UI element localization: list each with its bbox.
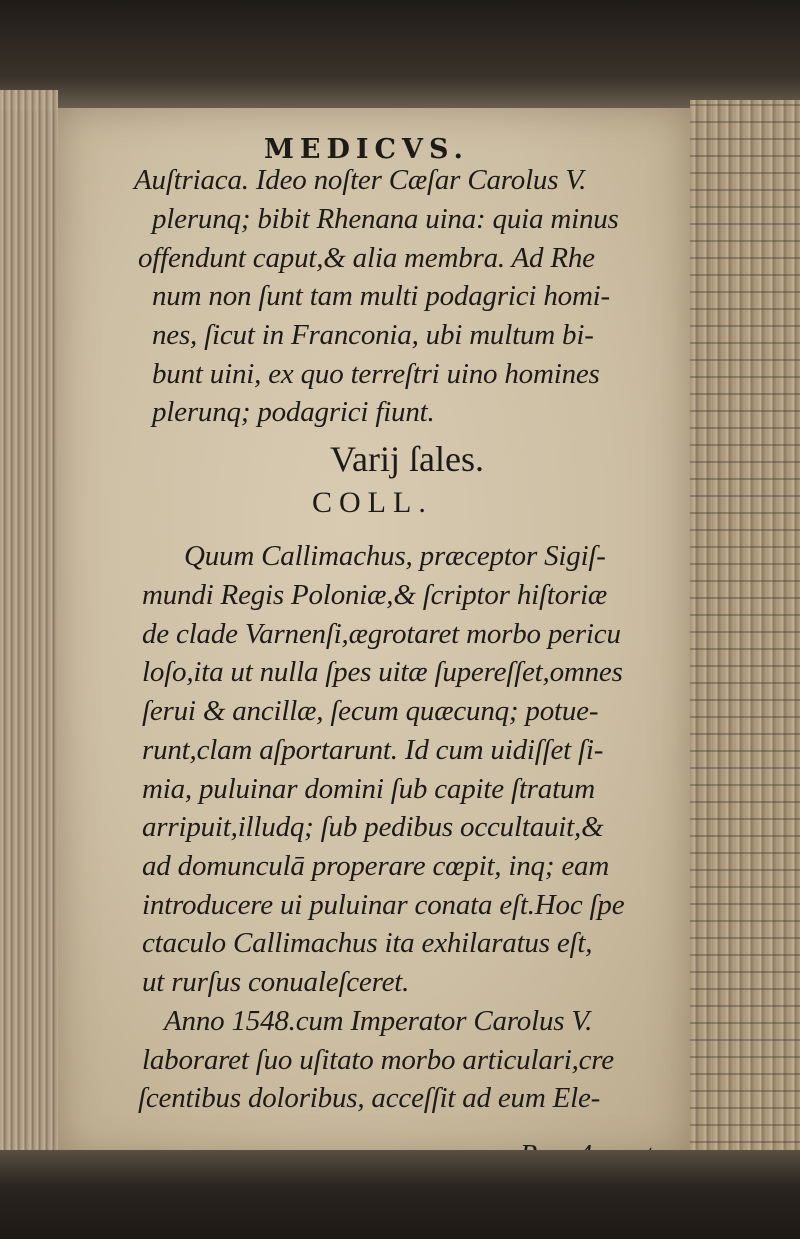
left-page-edges	[0, 90, 58, 1160]
section-title: Varij ſales.	[330, 439, 484, 479]
text-line: num non ſunt tam multi podagrici homi-	[152, 280, 611, 312]
scanner-background-top	[0, 0, 800, 110]
text-line: loſo,ita ut nulla ſpes uitæ ſupereſſet,omnes	[142, 656, 623, 688]
text-line: laboraret ſuo uſitato morbo articulari,cre	[142, 1044, 614, 1076]
running-head: MEDICVS.	[264, 134, 469, 165]
text-line: mundi Regis Poloniæ,& ſcriptor hiſtoriæ	[142, 579, 608, 611]
text-line: offendunt caput,& alia membra. Ad Rhe	[138, 242, 595, 274]
text-line: introducere ui puluinar conata eſt.Hoc ſpe	[142, 889, 625, 921]
text-line: ſerui & ancillæ, ſecum quæcunq; potue-	[142, 695, 599, 727]
text-line: nes, ſicut in Franconia, ubi multum bi-	[152, 319, 594, 351]
text-line: ſcentibus doloribus, acceſſit ad eum Ele-	[138, 1082, 601, 1114]
text-line: ctaculo Callimachus ita exhilaratus eſt,	[142, 927, 593, 959]
right-page-bleed	[690, 100, 800, 1160]
text-line: Auſtriaca. Ideo noſter Cæſar Carolus V.	[134, 164, 587, 196]
text-line: bunt uini, ex quo terreſtri uino homines	[152, 358, 600, 390]
text-line: runt,clam aſportarunt. Id cum uidiſſet ſi-	[142, 734, 604, 766]
text-line: plerunq; bibit Rhenana uina: quia minus	[152, 203, 619, 235]
book-page	[58, 108, 690, 1158]
text-line: Quum Callimachus, præceptor Sigiſ-	[184, 540, 606, 572]
text-line: de clade Varnenſi,ægrotaret morbo pericu	[142, 618, 621, 650]
text-line: ut rurſus conualeſceret.	[142, 966, 410, 998]
text-line: Anno 1548.cum Imperator Carolus V.	[164, 1005, 593, 1037]
scanner-background-bottom	[0, 1150, 800, 1239]
text-line: mia, puluinar domini ſub capite ſtratum	[142, 773, 595, 805]
section-subtitle: COLL.	[312, 486, 433, 519]
text-line: plerunq; podagrici fiunt.	[152, 396, 435, 428]
text-line: ad domunculā properare cœpit, inq; eam	[142, 850, 610, 882]
text-line: arripuit,illudq; ſub pedibus occultauit,&	[142, 811, 604, 843]
